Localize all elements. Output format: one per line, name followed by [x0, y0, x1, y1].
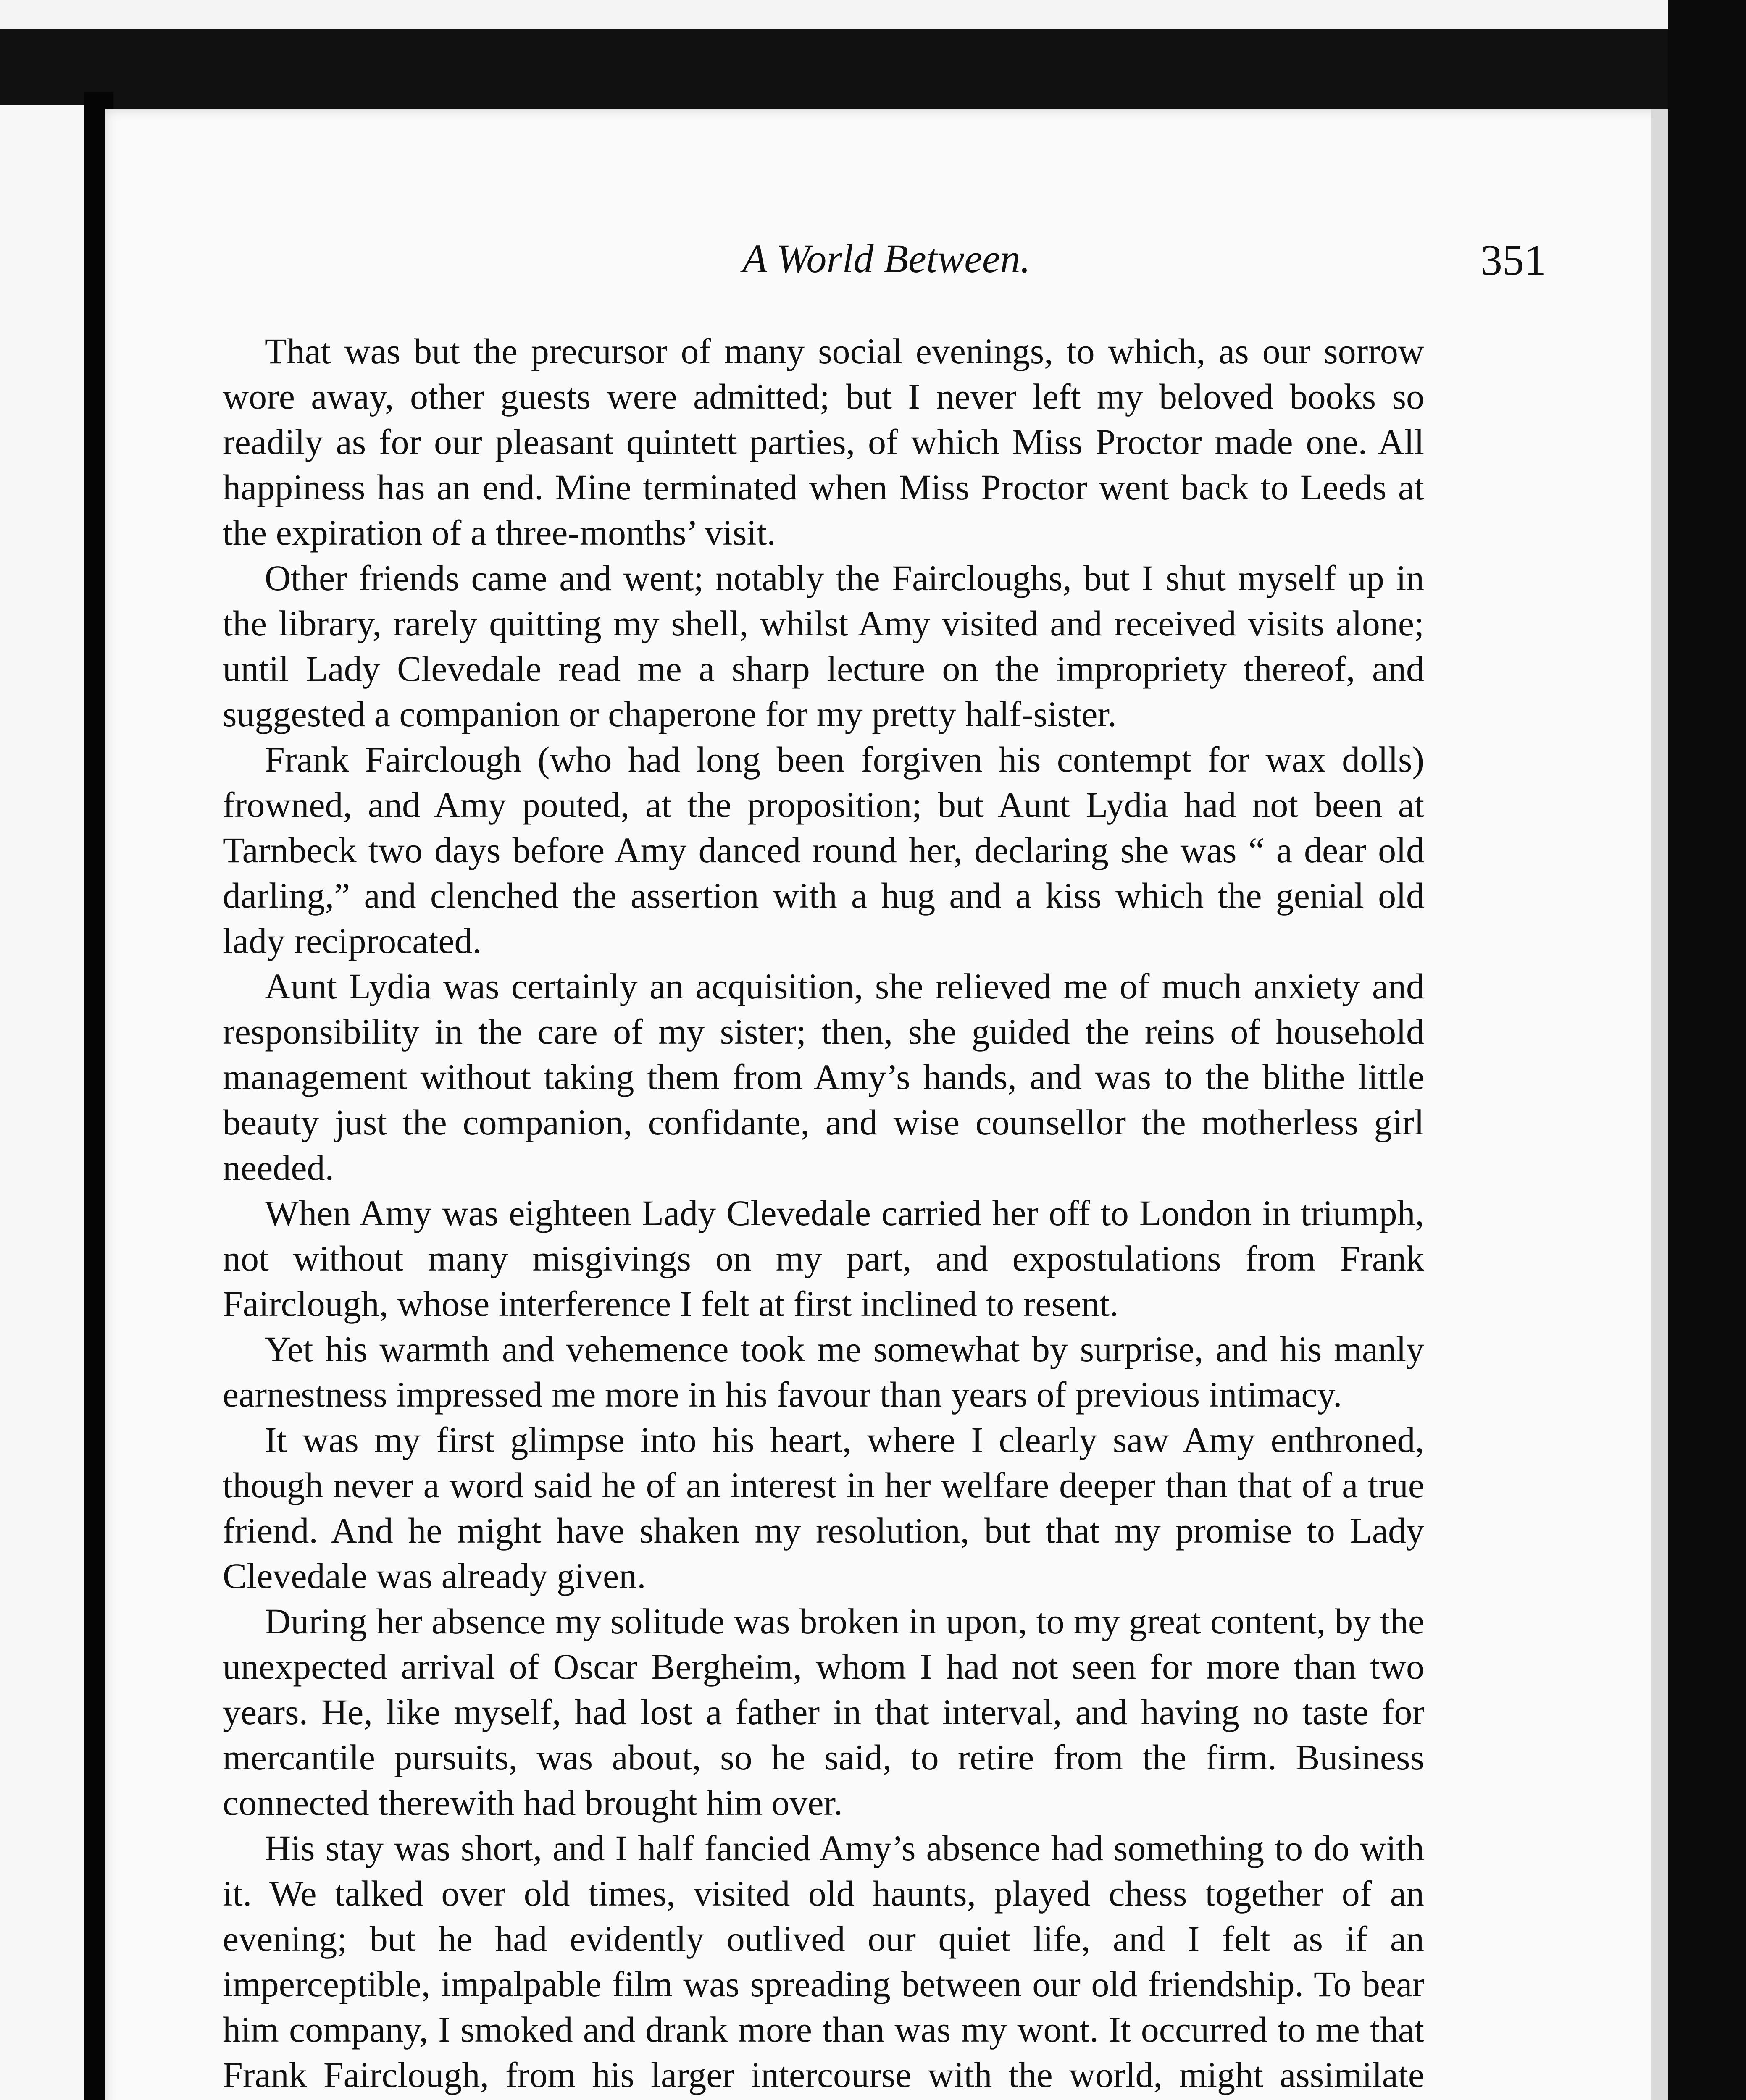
paragraph: His stay was short, and I half fancied Amy’s absence had something to do with it. We talked over old times, visited old haunts, played chess together of an evening; but he had evidently outlived our quiet life, and I felt as if an imperceptible, impalpable film was spreading between our old friendship. To bear him company, I smoked and drank more than was my wont. It occurred to me that Frank Fairclough, from his larger intercourse with the world, might assimilate: [223, 1828, 1424, 2095]
paragraph: During her absence my solitude was broken in upon, to my great content, by the unexpected arrival of Oscar Bergheim, whom I had not seen for more than two years. He, like myself, had lost a father in that interval, and having no taste for mercantile pursuits, was about, so he said, to retire from the firm. Business connected therewith had brought him over.: [223, 1601, 1424, 1823]
paragraph: It was my first glimpse into his heart, where I clearly saw Amy enthroned, though never a word said he of an interest in her welfare deeper than that of a true friend. And he might have shaken my resolution, but that my promise to Lady Clevedale was already given.: [223, 1420, 1424, 1596]
paragraph: That was but the precursor of many social evenings, to which, as our sorrow wore away, other guests were admitted; but I never left my beloved books so readily as for our pleasant quintett parties, of which Miss Proctor made one. All happiness has an end. Mine terminated when Miss Proctor went back to Leeds at the expiration of a three-months’ visit.: [223, 331, 1424, 553]
top-border: [0, 0, 1746, 29]
paragraph: Aunt Lydia was certainly an acquisition, she relieved me of much anxiety and responsibility in the care of my sister; then, she guided the reins of household management without taking them from Amy’s hands, and was to the blithe little beauty just the companion, confidante, and wise counsellor the motherless girl needed.: [223, 966, 1424, 1188]
paragraph: Frank Fairclough (who had long been forgiven his contempt for wax dolls) frowned, and Amy pouted, at the proposition; but Aunt Lydia had not been at Tarnbeck two days before Amy danced round her, declaring she was “ a dear old darling,” and clenched the assertion with a hug and a kiss which the genial old lady reciprocated.: [223, 739, 1424, 961]
paragraph: Yet his warmth and vehemence took me somewhat by surprise, and his manly earnestness impressed me more in his favour than years of previous intimacy.: [223, 1329, 1424, 1415]
paragraph: When Amy was eighteen Lady Clevedale carried her off to London in triumph, not without many misgivings on my part, and expostulations from Frank Fairclough, whose interference I felt at first inclined to resent.: [223, 1193, 1424, 1324]
running-head: A World Between.: [742, 236, 1031, 281]
left-facing-page-edge: [0, 105, 84, 2100]
body-text: [223, 328, 1424, 2100]
page-number: 351: [1480, 236, 1546, 284]
paragraph: Other friends came and went; notably the Faircloughs, but I shut myself up in the library, rarely quitting my shell, whilst Amy visited and received visits alone; until Lady Clevedale read me a sharp lecture on the impropriety thereof, and suggested a companion or chaperone for my pretty half-sister.: [223, 558, 1424, 734]
right-border: [1668, 0, 1746, 2100]
page-edge-shadow: [1651, 109, 1668, 2100]
page-header: [105, 235, 1668, 294]
